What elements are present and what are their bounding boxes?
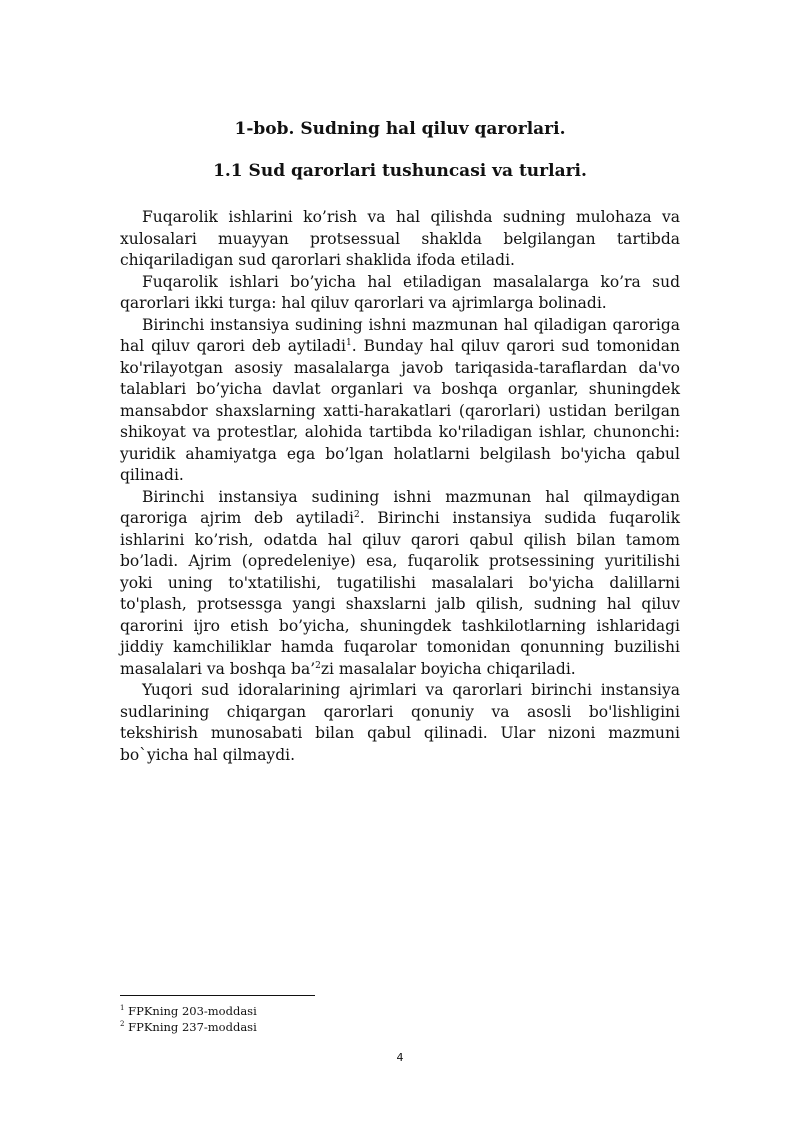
footnote-2-text: FPKning 237-moddasi [128, 1020, 257, 1034]
body-text [120, 207, 680, 766]
footnote-2-marker: 2 [120, 1020, 125, 1029]
paragraph-4-text-c: zi masalalar boyicha chiqariladi. [320, 659, 576, 678]
section-title: 1.1 Sud qarorlari tushuncasi va turlari. [213, 161, 587, 181]
paragraph-1: Fuqarolik ishlarini ko’rish va hal qilishda sudning mulohaza va xulosalari muayyan protsessual shaklda belgilangan tartibda chiqariladigan sud qarorlari shaklida ifoda etiladi. [120, 208, 680, 269]
paragraph-4-text-b: . Birinchi instansiya sudida fuqarolik ishlarini ko’rish, odatda hal qiluv qarori qabul qilish bilan tamom bo’ladi. Ajrim (opredeleniye) esa, fuqarolik protsessining yuritilishi yoki uning to'xtatilishi, tugatilishi masalalari bo'yicha dalillarni to'plash, protsessga yangi shaxslarni jalb qilish, sudning hal qiluv qarorini ijro etish bo’yicha, shuningdek tashkilotlarning ishlaridagi jiddiy kamchiliklar hamda fuqarolar tomonidan qonunning buzilishi masalalari va boshqa ba’ [120, 509, 680, 678]
footnotes [120, 1003, 257, 1035]
chapter-title: 1-bob. Sudning hal qiluv qarorlari. [234, 119, 566, 139]
footnote-separator [120, 995, 315, 996]
paragraph-3-text-b: . Bunday hal qiluv qarori sud tomonidan ko'rilayotgan asosiy masalalarga javob tariqasida-taraflardan da'vo talablari bo’yicha davlat organlari va boshqa organlar, shuningdek mansabdor shaxslarning xatti-harakatlari (qarorlari) ustidan berilgan shikoyat va protestlar, alohida tartibda ko'riladigan ishlar, chunonchi: yuridik ahamiyatga ega bo’lgan holatlarni belgilash bo'yicha qabul qilinadi. [120, 337, 680, 484]
footnote-2 [120, 1019, 257, 1035]
footnote-ref-2-inline: 2 [315, 660, 321, 671]
paragraph-2: Fuqarolik ishlari bo’yicha hal etiladigan masalalarga ko’ra sud qarorlari ikki turga: hal qiluv qarorlari va ajrimlarga bolinadi. [120, 272, 680, 312]
paragraph-3-text-a: Birinchi instansiya sudining ishni mazmunan hal qiladigan qaroriga hal qiluv qarori deb aytiladi [120, 315, 680, 355]
footnote-1-marker: 1 [120, 1004, 125, 1013]
paragraph-3 [120, 315, 680, 487]
paragraph-5: Yuqori sud idoralarining ajrimlari va qarorlari birinchi instansiya sudlarining chiqargan qarorlari qonuniy va asosli bo'lishligini tekshirish munosabati bilan qabul qilinadi. Ular nizoni mazmuni bo`yicha hal qilmaydi. [120, 681, 680, 764]
paragraph-4-text-a: Birinchi instansiya sudining ishni mazmunan hal qilmaydigan qaroriga ajrim deb aytiladi [120, 487, 680, 527]
paragraph-4 [120, 487, 680, 681]
footnote-1 [120, 1003, 257, 1019]
footnote-ref-1: 1 [345, 337, 352, 348]
footnote-1-text: FPKning 203-moddasi [128, 1004, 257, 1018]
page-number: 4 [396, 1051, 404, 1064]
footnote-ref-2: 2 [353, 509, 360, 520]
